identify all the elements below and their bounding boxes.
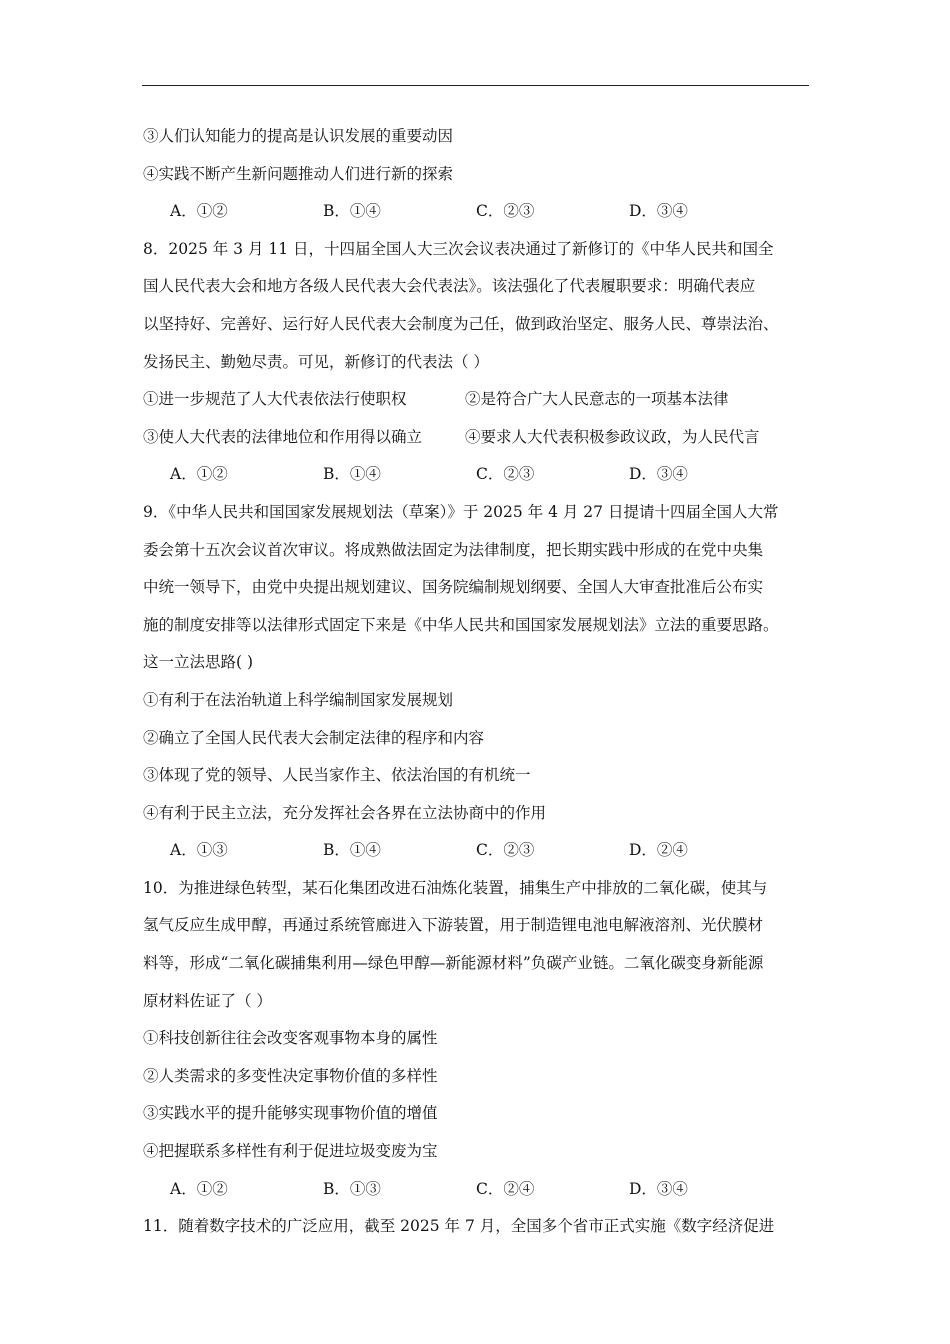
option-row [143,419,810,457]
choice-a: A．①② [170,465,228,484]
option-item: ①进一步规范了人大代表依法行使职权 [143,390,407,409]
choice-c: C．②③ [476,465,535,484]
choice-c: C．②③ [476,202,535,221]
choice-b: B．①④ [323,465,381,484]
choice-b: B．①③ [323,1179,381,1198]
choice-a: A．①② [170,202,228,221]
option-item: ④有利于民主立法，充分发挥社会各界在立法协商中的作用 [143,803,547,822]
option-item: ②是符合广大人民意志的一项基本法律 [465,390,729,409]
option-item: ④把握联系多样性有利于促进垃圾变废为宝 [143,1142,438,1161]
choice-c: C．②④ [476,1179,535,1198]
choice-d: D．③④ [629,465,688,484]
question-9-text: 9．《中华人民共和国国家发展规划法（草案）》于 2025 年 4 月 27 日提请十四届全国人大常 [143,502,779,521]
question-11-text: 11．随着数字技术的广泛应用，截至 2025 年 7 月，全国多个省市正式实施《数字经济促进 [143,1217,775,1236]
question-10-text: 10．为推进绿色转型，某石化集团改进石油炼化装置，捕集生产中排放的二氧化碳，使其与 [143,878,768,897]
question-10-text: 氢气反应生成甲醇，再通过系统管廊进入下游装置，用于制造锂电池电解液溶剂、光伏膜材 [143,916,764,935]
option-item: ③人们认知能力的提高是认识发展的重要动因 [143,127,454,145]
choice-c: C．②③ [476,841,535,860]
option-item: ①科技创新往往会改变客观事物本身的属性 [143,1029,438,1048]
answer-choices [143,832,810,870]
option-item: ③体现了党的领导、人民当家作主、依法治国的有机统一 [143,766,531,785]
choice-d: D．②④ [629,841,688,860]
answer-choices [143,456,810,494]
question-9-text: 这一立法思路( ) [143,653,254,672]
question-10-text: 料等，形成“二氧化碳捕集利用—绿色甲醇—新能源材料”负碳产业链。二氧化碳变身新能源 [143,954,764,973]
option-item: ④实践不断产生新问题推动人们进行新的探索 [143,164,454,183]
choice-a: A．①③ [170,841,228,860]
option-item: ③实践水平的提升能够实现事物价值的增值 [143,1104,438,1123]
question-8-text: 8．2025 年 3 月 11 日，十四届全国人大三次会议表决通过了新修订的《中华人民共和国全 [143,239,774,258]
option-item: ②确立了全国人民代表大会制定法律的程序和内容 [143,728,485,747]
question-8-text: 国人民代表大会和地方各级人民代表大会代表法》。该法强化了代表履职要求：明确代表应 [143,277,756,296]
answer-choices [143,1171,810,1209]
question-8-text: 发扬民主、勤勉尽责。可见，新修订的代表法（ ） [143,352,489,371]
option-item: ④要求人大代表积极参政议政，为人民代言 [465,427,760,446]
choice-d: D．③④ [629,202,688,221]
option-row [143,381,810,419]
question-8-text: 以坚持好、完善好、运行好人民代表大会制度为己任，做到政治坚定、服务人民、尊崇法治、 [143,314,779,333]
option-item: ②人类需求的多变性决定事物价值的多样性 [143,1066,438,1085]
question-9-text: 委会第十五次会议首次审议。将成熟做法固定为法律制度，把长期实践中形成的在党中央集 [143,540,764,559]
header-rule [142,85,809,86]
choice-d: D．③④ [629,1179,688,1198]
choice-b: B．①④ [323,202,381,221]
option-item: ③使人大代表的法律地位和作用得以确立 [143,427,423,446]
choice-b: B．①④ [323,841,381,860]
question-9-text: 施的制度安排等以法律形式固定下来是《中华人民共和国国家发展规划法》立法的重要思路。 [143,615,779,634]
choice-a: A．①② [170,1179,228,1198]
question-10-text: 原材料佐证了（ ） [143,991,272,1010]
page-content [143,118,810,1246]
answer-choices [143,193,810,231]
question-9-text: 中统一领导下，由党中央提出规划建议、国务院编制规划纲要、全国人大审查批准后公布实 [143,578,764,597]
option-item: ①有利于在法治轨道上科学编制国家发展规划 [143,690,454,709]
